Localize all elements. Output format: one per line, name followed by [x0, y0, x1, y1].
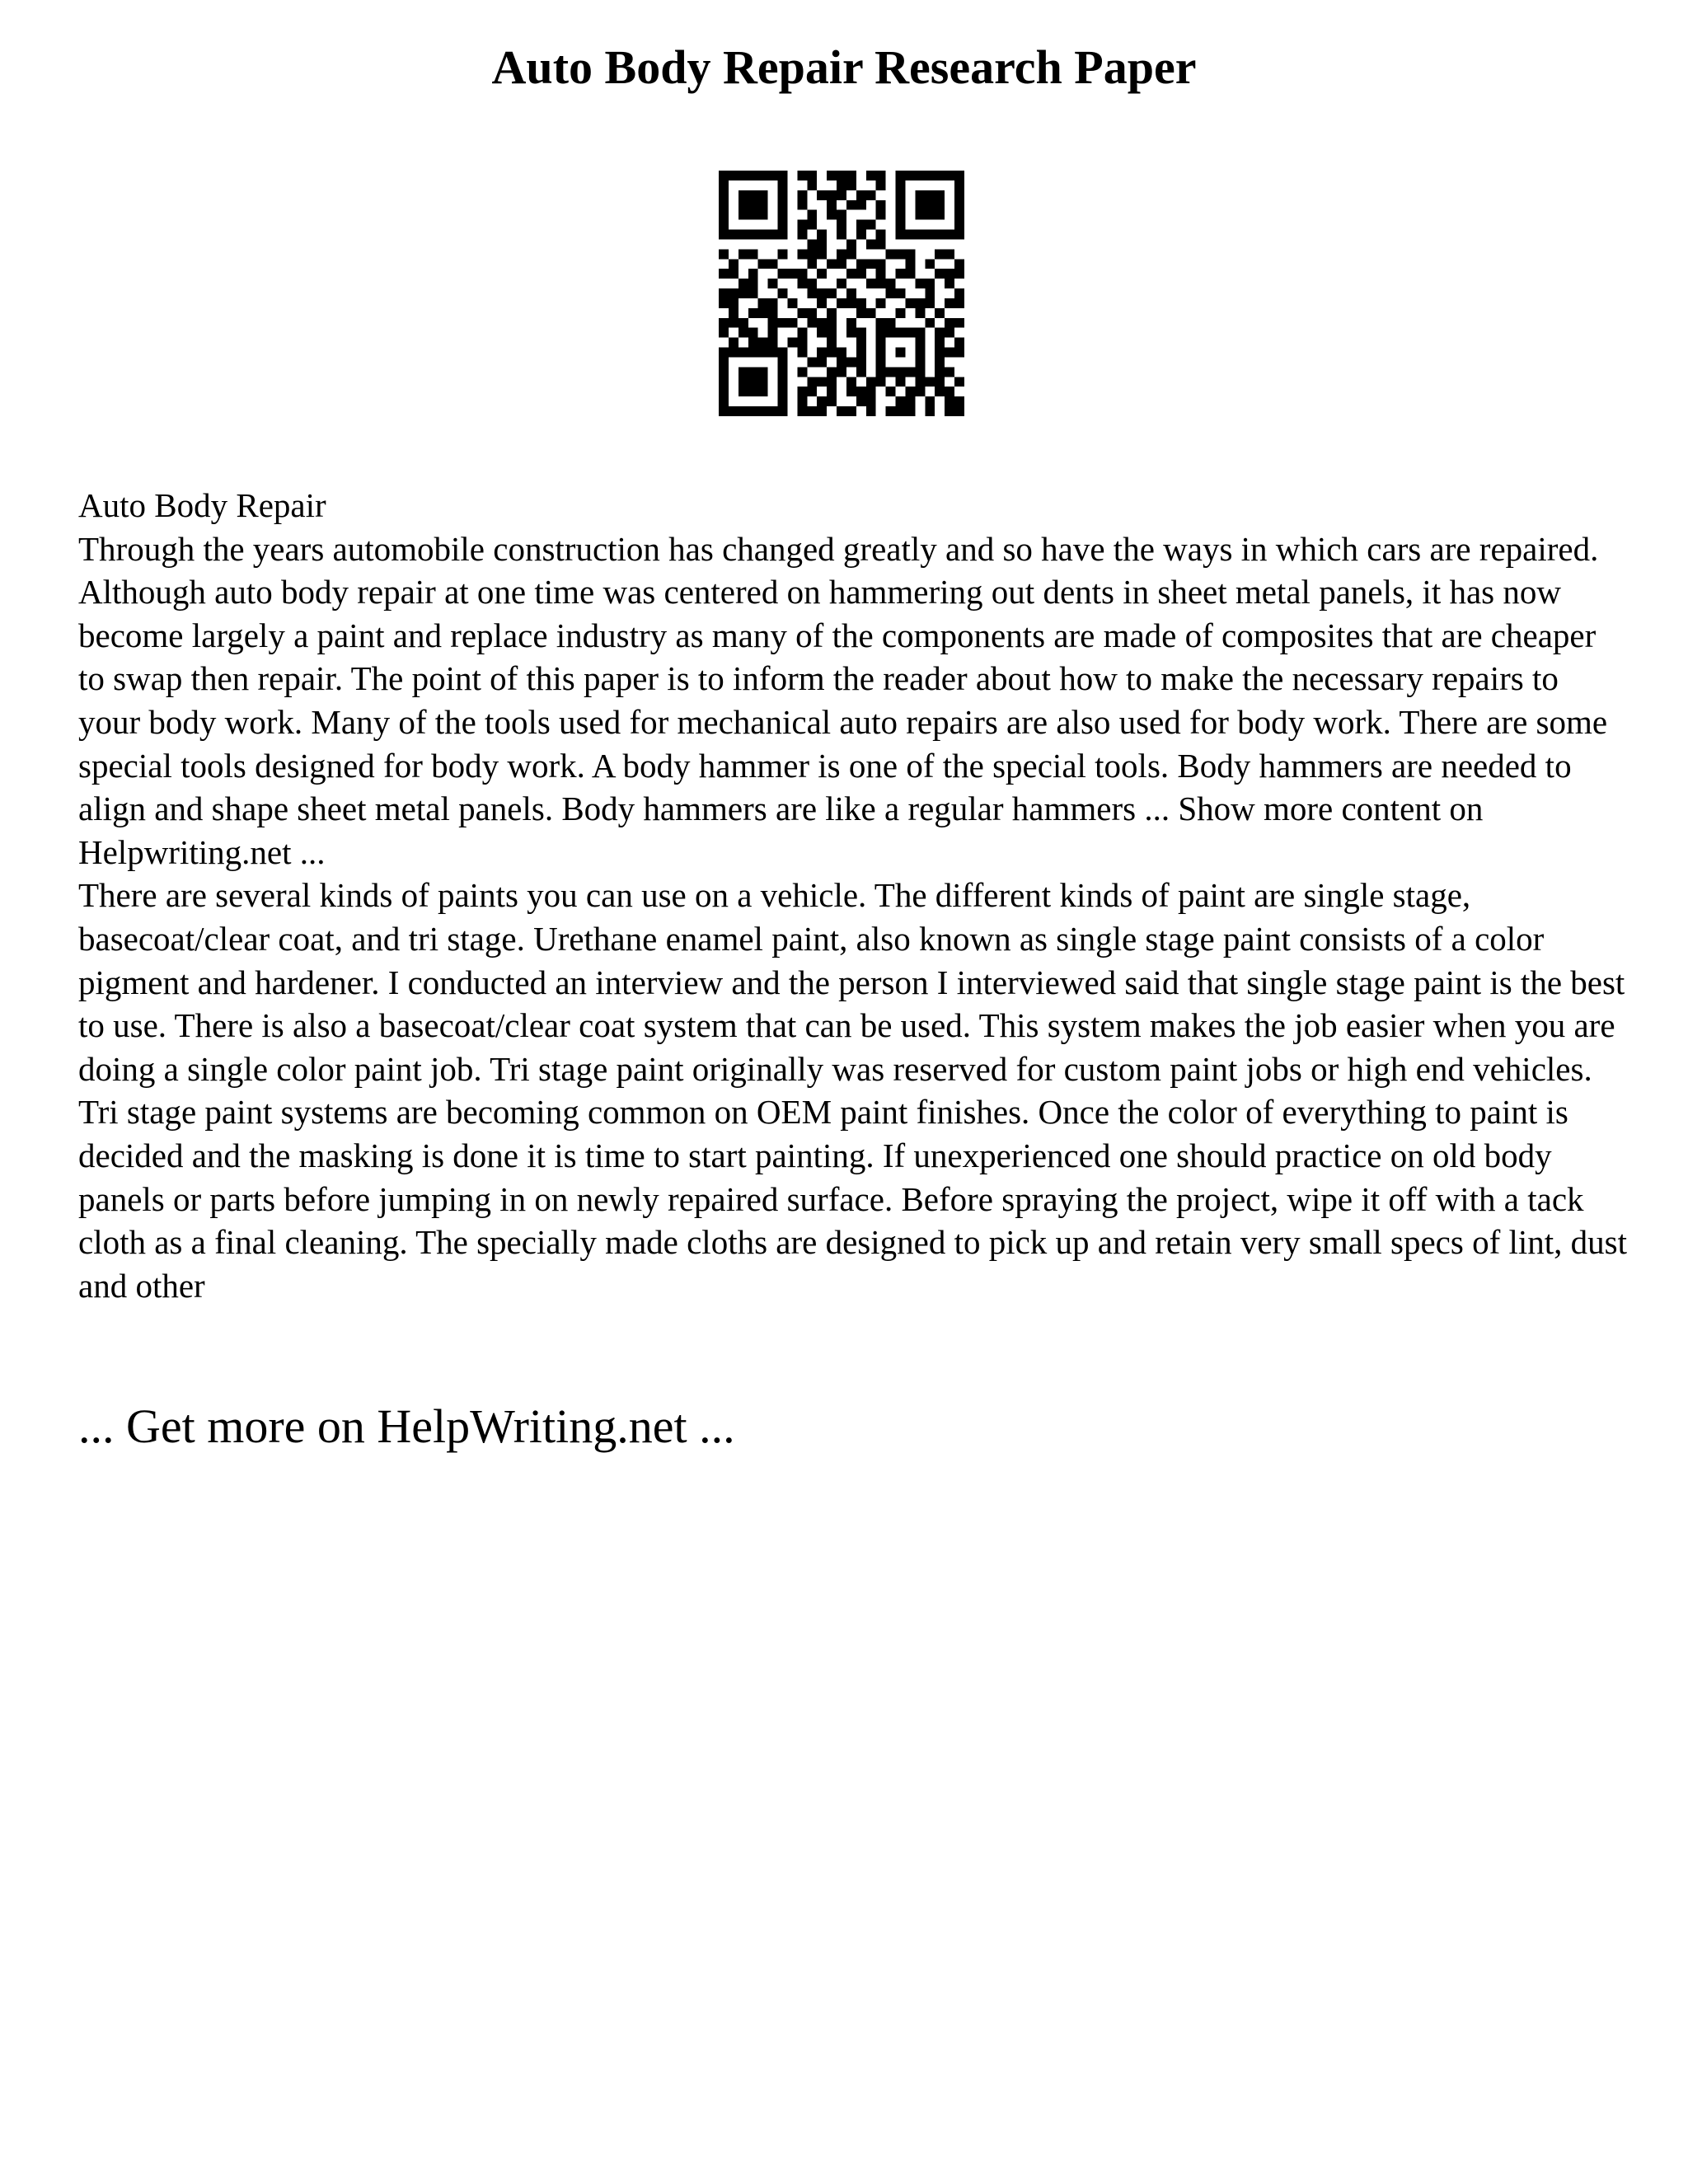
qr-code-icon [719, 171, 964, 416]
section-heading: Auto Body Repair [78, 486, 326, 524]
page-title: Auto Body Repair Research Paper [491, 40, 1197, 94]
article-body [78, 484, 1628, 1307]
paragraph-1: Through the years automobile construction has changed greatly and so have the ways in which cars are repaired. Although auto body repair at one time was centered on hammering out dents in sheet metal panels, it has now become largely a paint and replace industry as many of the components are made of composites that are cheaper to swap then repair. The point of this paper is to inform the reader about how to make the necessary repairs to your body work. Many of the tools used for mechanical auto repairs are also used for body work. There are some special tools designed for body work. A body hammer is one of the special tools. Body hammers are needed to align and shape sheet metal panels. Body hammers are like a regular hammers ... Show more content on Helpwriting.net ... [78, 529, 1608, 871]
paragraph-2: There are several kinds of paints you can use on a vehicle. The different kinds of paint are single stage, basecoat/clear coat, and tri stage. Urethane enamel paint, also known as single stage paint consists of a color pigment and hardener. I conducted an interview and the person I interviewed said that single stage paint is the best to use. There is also a basecoat/clear coat system that can be used. This system makes the job easier when you are doing a single color paint job. Tri stage paint originally was reserved for custom paint jobs or high end vehicles. Tri stage paint systems are becoming common on OEM paint finishes. Once the color of everything to paint is decided and the masking is done it is time to start painting. If unexperienced one should practice on old body panels or parts before jumping in on newly repaired surface. Before spraying the project, wipe it off with a tack cloth as a final cleaning. The specially made cloths are designed to pick up and retain very small specs of lint, dust and other [78, 876, 1627, 1305]
get-more-link[interactable]: ... Get more on HelpWriting.net ... [78, 1399, 735, 1453]
qr-code [719, 171, 964, 416]
